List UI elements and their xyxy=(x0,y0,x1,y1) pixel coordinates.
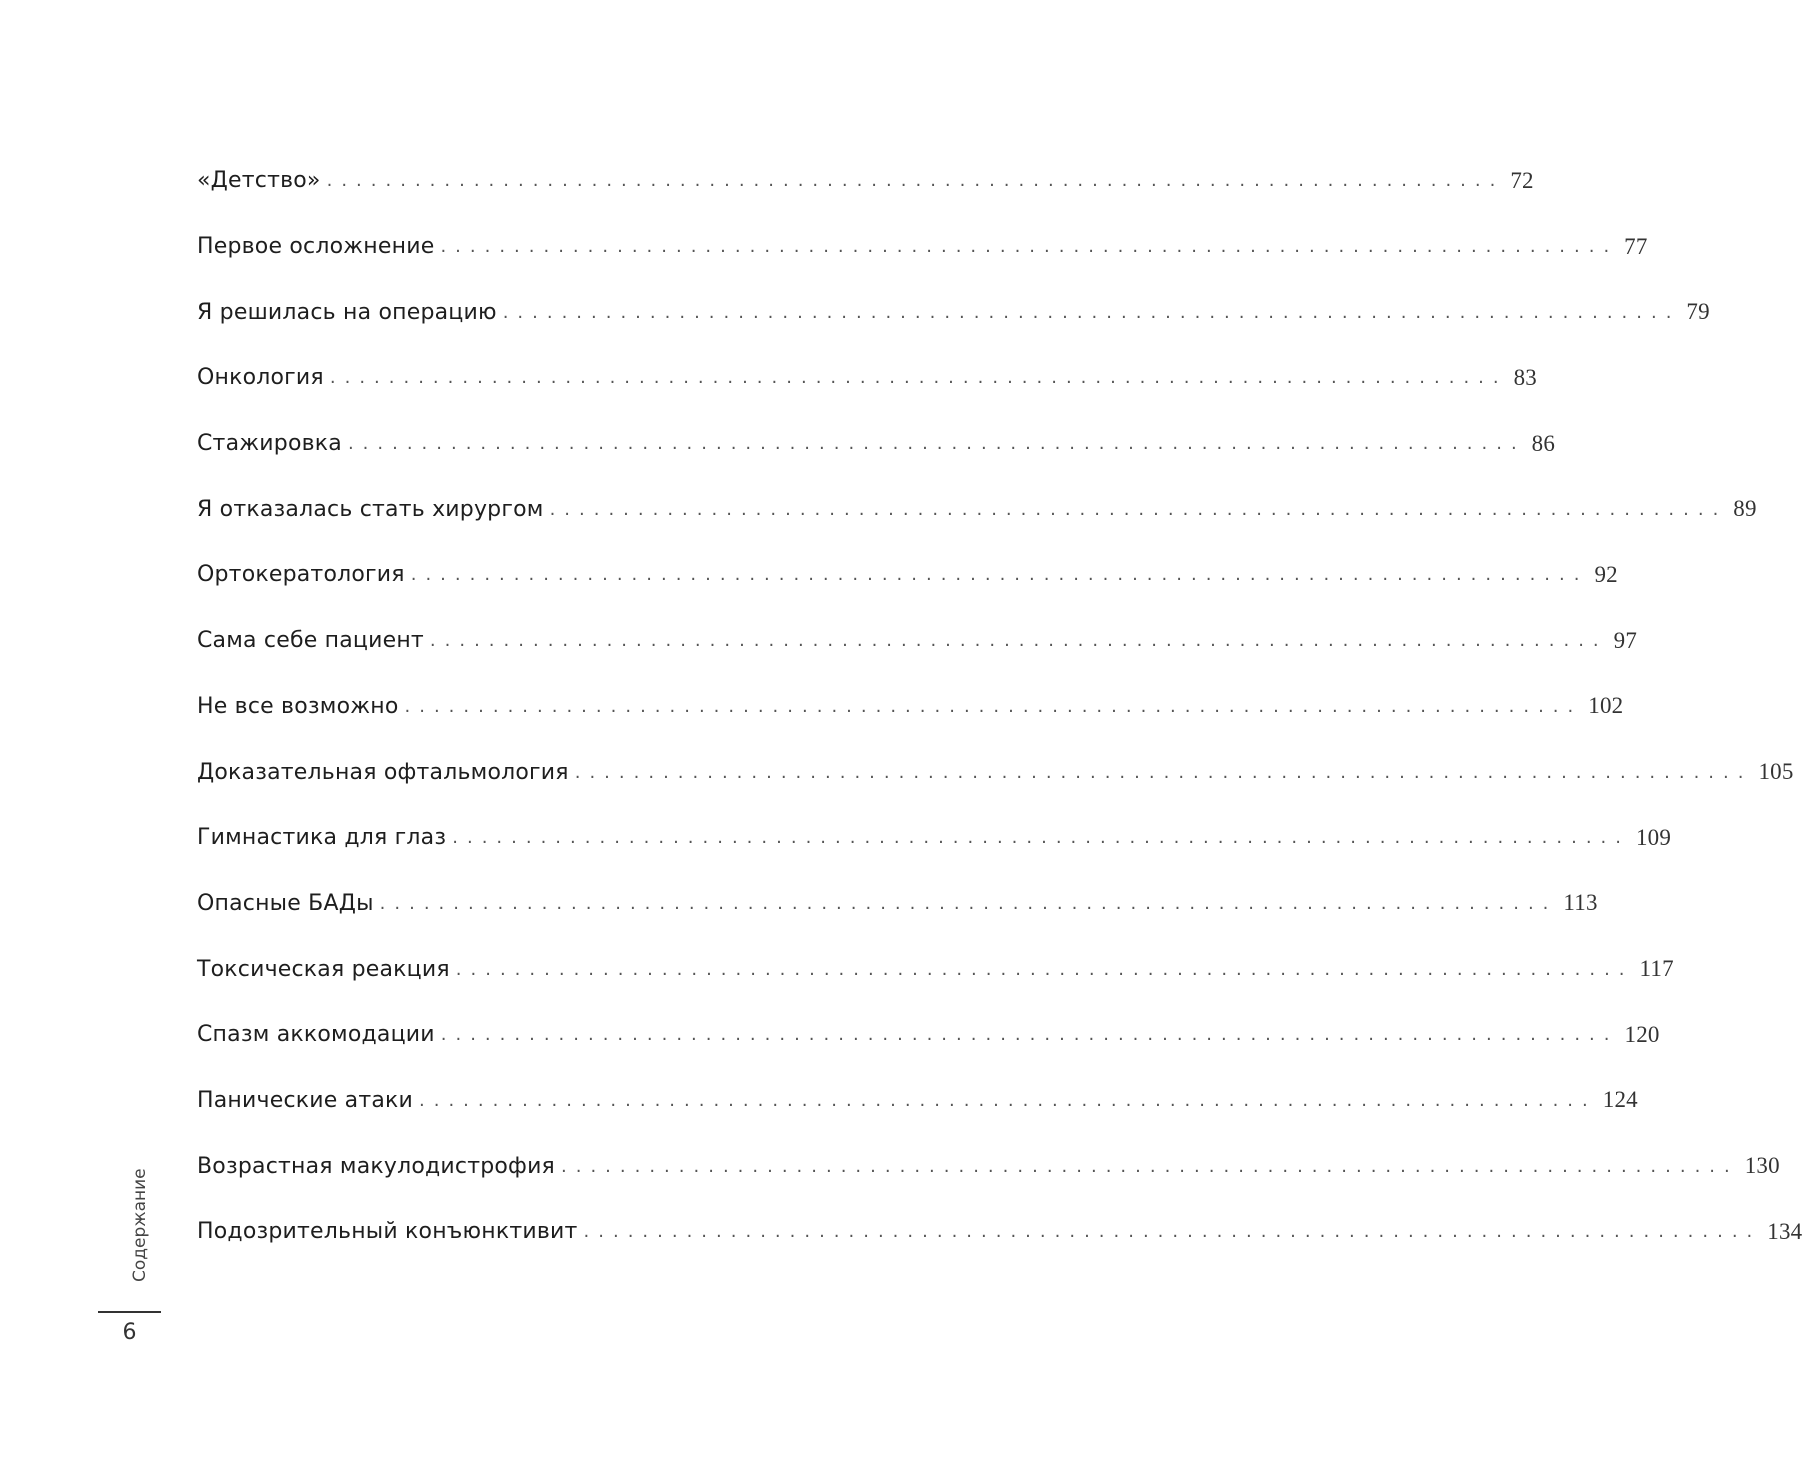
toc-entry-title: Возрастная макулодистрофия xyxy=(197,1153,555,1179)
toc-entry-title: Панические атаки xyxy=(197,1087,414,1113)
toc-entry xyxy=(197,279,1710,345)
toc-entry-title: Стажировка xyxy=(197,431,342,457)
dot-leader: ................................................................................ xyxy=(379,892,1558,914)
toc-entry xyxy=(197,214,1648,280)
toc-entry-page: 86 xyxy=(1531,430,1556,456)
dot-leader: ................................................................................ xyxy=(429,630,1608,652)
toc-entry xyxy=(197,1002,1660,1068)
toc-entry xyxy=(197,1199,1802,1265)
toc-entry-title: «Детство» xyxy=(197,168,321,194)
toc-entry xyxy=(197,476,1757,542)
dot-leader: ................................................................................ xyxy=(561,1155,1739,1177)
toc-entry-title: Не все возможно xyxy=(197,693,399,719)
table-of-contents xyxy=(197,148,1802,1265)
dot-leader: ................................................................................ xyxy=(404,695,1583,717)
toc-entry-page: 113 xyxy=(1563,890,1598,916)
toc-entry-title: Доказательная офтальмология xyxy=(197,759,569,785)
toc-entry xyxy=(197,871,1598,937)
dot-leader: ................................................................................ xyxy=(419,1089,1597,1111)
toc-entry-page: 77 xyxy=(1624,233,1648,259)
dot-leader: ................................................................................ xyxy=(329,367,1508,389)
toc-entry-title: Подозрительный конъюнктивит xyxy=(197,1219,578,1245)
dot-leader: ................................................................................ xyxy=(440,236,1619,258)
toc-entry-page: 124 xyxy=(1602,1087,1638,1113)
dot-leader: ................................................................................ xyxy=(440,1024,1619,1046)
toc-entry-page: 109 xyxy=(1635,824,1672,850)
toc-entry-page: 72 xyxy=(1510,167,1534,193)
toc-entry-page: 97 xyxy=(1613,627,1638,653)
toc-entry-title: Сама себе пациент xyxy=(197,628,424,654)
toc-entry xyxy=(197,739,1794,805)
dot-leader: ................................................................................ xyxy=(410,564,1589,586)
toc-entry-page: 83 xyxy=(1513,364,1538,390)
toc-entry-page: 89 xyxy=(1733,496,1757,522)
toc-entry-page: 102 xyxy=(1588,693,1624,719)
dot-leader: ................................................................................ xyxy=(326,170,1505,192)
toc-entry xyxy=(197,542,1618,608)
toc-entry-title: Опасные БАДы xyxy=(197,890,374,916)
folio-divider xyxy=(98,1311,161,1313)
dot-leader: ................................................................................ xyxy=(574,761,1753,783)
dot-leader: ................................................................................ xyxy=(452,827,1630,849)
toc-entry xyxy=(197,674,1624,740)
toc-entry xyxy=(197,608,1638,674)
toc-entry xyxy=(197,148,1534,214)
toc-entry-title: Я решилась на операцию xyxy=(197,299,497,325)
dot-leader: ................................................................................ xyxy=(455,958,1634,980)
toc-entry-title: Ортокератология xyxy=(197,562,405,588)
dot-leader: ................................................................................ xyxy=(502,301,1681,323)
toc-entry-page: 79 xyxy=(1686,299,1710,325)
toc-entry xyxy=(197,1133,1780,1199)
toc-entry xyxy=(197,805,1672,871)
dot-leader: ................................................................................ xyxy=(347,433,1526,455)
toc-entry-title: Первое осложнение xyxy=(197,234,435,260)
toc-entry-title: Онкология xyxy=(197,365,324,391)
toc-entry-page: 117 xyxy=(1639,956,1674,982)
running-head: Содержание xyxy=(130,1168,150,1282)
dot-leader: ................................................................................ xyxy=(583,1221,1762,1243)
toc-entry-title: Токсическая реакция xyxy=(197,956,450,982)
toc-entry-page: 105 xyxy=(1758,759,1794,785)
toc-entry-page: 92 xyxy=(1594,561,1618,587)
toc-entry xyxy=(197,411,1556,477)
toc-entry-title: Я отказалась стать хирургом xyxy=(197,496,544,522)
toc-entry-title: Гимнастика для глаз xyxy=(197,825,447,851)
toc-entry-title: Спазм аккомодации xyxy=(197,1022,435,1048)
toc-entry-page: 130 xyxy=(1744,1153,1780,1179)
page-number: 6 xyxy=(122,1320,137,1345)
dot-leader: ................................................................................ xyxy=(549,498,1728,520)
toc-entry-page: 120 xyxy=(1624,1021,1660,1047)
toc-entry xyxy=(197,1068,1638,1134)
toc-entry xyxy=(197,936,1674,1002)
toc-entry-page: 134 xyxy=(1767,1218,1802,1244)
toc-entry xyxy=(197,345,1538,411)
